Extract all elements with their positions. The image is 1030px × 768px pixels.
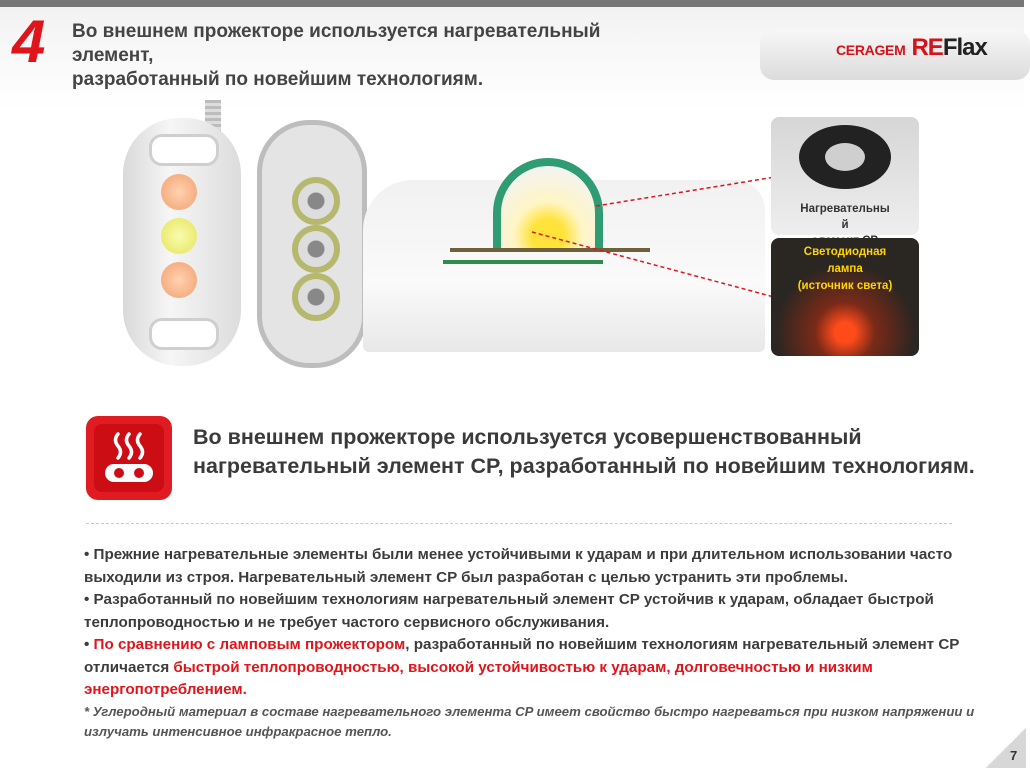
slide-title-line-3: разработанный по новейшим технологиям.: [72, 69, 484, 90]
page-corner-fold: [986, 728, 1026, 768]
feature-heading: Во внешнем прожекторе используется усовершенствованный нагревательный элемент CP, разработанный по новейшим технологиям.: [193, 425, 975, 478]
heating-element-inset: [771, 117, 919, 235]
callout-line-heater: [596, 173, 800, 206]
led-lamp-label: Светодиодная лампа (источник света): [797, 246, 893, 292]
logo-reflax: REFlax: [911, 34, 987, 61]
slide-number: 4: [12, 8, 46, 75]
heat-waves-icon: [94, 424, 164, 492]
section-divider: [86, 523, 952, 524]
paragraph-2: • Разработанный по новейшим технологиям нагревательный элемент CP устойчив к ударам, обладает быстрой теплопроводностью и не требует частого сервисного обслуживания.: [84, 591, 934, 631]
logo-ceragem: CERAGEM: [836, 42, 906, 58]
highlight-comparison: По сравнению с ламповым прожектором: [93, 636, 406, 653]
footnote: * Углеродный материал в составе нагревательного элемента CP имеет свойство быстро нагреваться при низком напряжении и излучать интенсивное инфракрасное тепло.: [84, 703, 975, 739]
paragraph-3: • По сравнению с ламповым прожектором, разработанный по новейшим технологиям нагревательный элемент CP отличается быстрой теплопроводностью, высокой устойчивостью к ударам, долговечностью и низким энергопотреблением.: [84, 636, 960, 698]
heating-ring-image: [799, 125, 891, 189]
callout-line-led: [532, 232, 800, 304]
slide-title-line-1: Во внешнем прожекторе используется нагревательный: [72, 21, 601, 42]
highlight-advantages: быстрой теплопроводностью, высокой устойчивостью к ударам, долговечностью и низким энергопотреблением.: [84, 658, 873, 698]
heat-element-icon: [86, 416, 172, 500]
heating-element-label: Нагревательны й: [800, 203, 890, 231]
page-number: 7: [1010, 748, 1018, 763]
led-lamp-inset: [771, 238, 919, 356]
paragraph-1: • Прежние нагревательные элементы были менее устойчивыми к ударам и при длительном использовании часто выходили из строя. Нагревательный элемент CP был разработан с целью устранить эти проблемы.: [84, 546, 953, 586]
body-text: [84, 544, 984, 742]
slide-title-line-2: элемент,: [72, 45, 154, 66]
